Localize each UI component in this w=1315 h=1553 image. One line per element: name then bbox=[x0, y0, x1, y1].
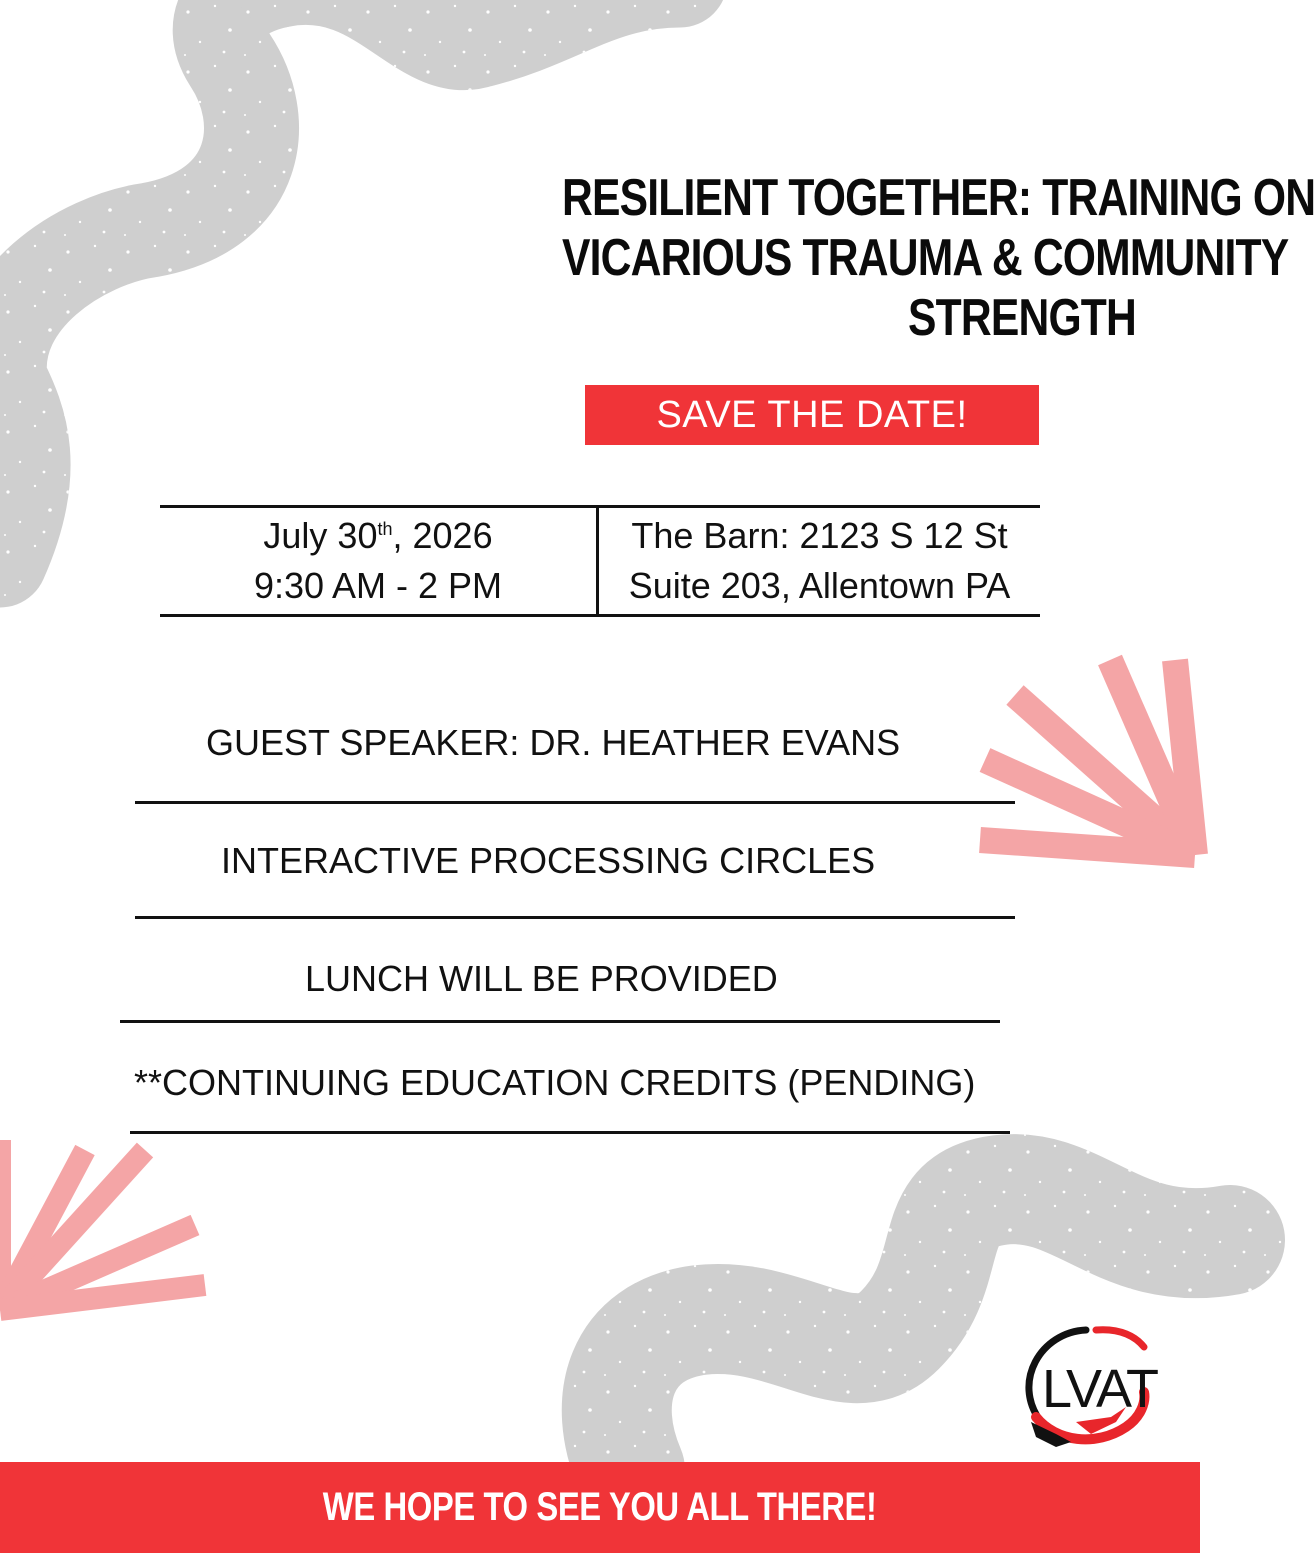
footer-banner bbox=[0, 1462, 1200, 1553]
divider bbox=[130, 1131, 1010, 1134]
location-line-2: Suite 203, Allentown PA bbox=[628, 565, 1011, 606]
event-info-box bbox=[160, 505, 1040, 617]
logo-text: LVAT bbox=[1042, 1359, 1158, 1419]
date-time-block bbox=[160, 508, 599, 614]
date-day: July 30 bbox=[263, 515, 378, 556]
divider bbox=[135, 916, 1015, 919]
divider bbox=[135, 801, 1015, 804]
event-time: 9:30 AM - 2 PM bbox=[253, 565, 503, 606]
title-line-3: STRENGTH bbox=[908, 289, 1136, 347]
date-ordinal: th bbox=[377, 519, 393, 539]
location-block bbox=[599, 508, 1040, 614]
event-title bbox=[562, 168, 1315, 348]
continuing-education-credits: **CONTINUING EDUCATION CREDITS (PENDING) bbox=[134, 1062, 976, 1103]
date-year: , 2026 bbox=[392, 515, 493, 556]
processing-circles: INTERACTIVE PROCESSING CIRCLES bbox=[221, 840, 876, 881]
divider bbox=[120, 1020, 1000, 1023]
lunch-provided: LUNCH WILL BE PROVIDED bbox=[305, 958, 778, 999]
pink-rays-left bbox=[0, 1140, 205, 1310]
save-the-date-banner bbox=[585, 385, 1039, 445]
pink-rays-right bbox=[980, 660, 1195, 855]
title-line-2: VICARIOUS TRAUMA & COMMUNITY bbox=[562, 229, 1289, 287]
event-date bbox=[263, 511, 492, 561]
save-the-date-label: SAVE THE DATE! bbox=[656, 393, 968, 436]
footer-message: WE HOPE TO SEE YOU ALL THERE! bbox=[323, 1485, 877, 1529]
location-line-1: The Barn: 2123 S 12 St bbox=[631, 515, 1008, 556]
guest-speaker: GUEST SPEAKER: DR. HEATHER EVANS bbox=[206, 722, 901, 763]
title-line-1: RESILIENT TOGETHER: TRAINING ON bbox=[562, 169, 1315, 227]
